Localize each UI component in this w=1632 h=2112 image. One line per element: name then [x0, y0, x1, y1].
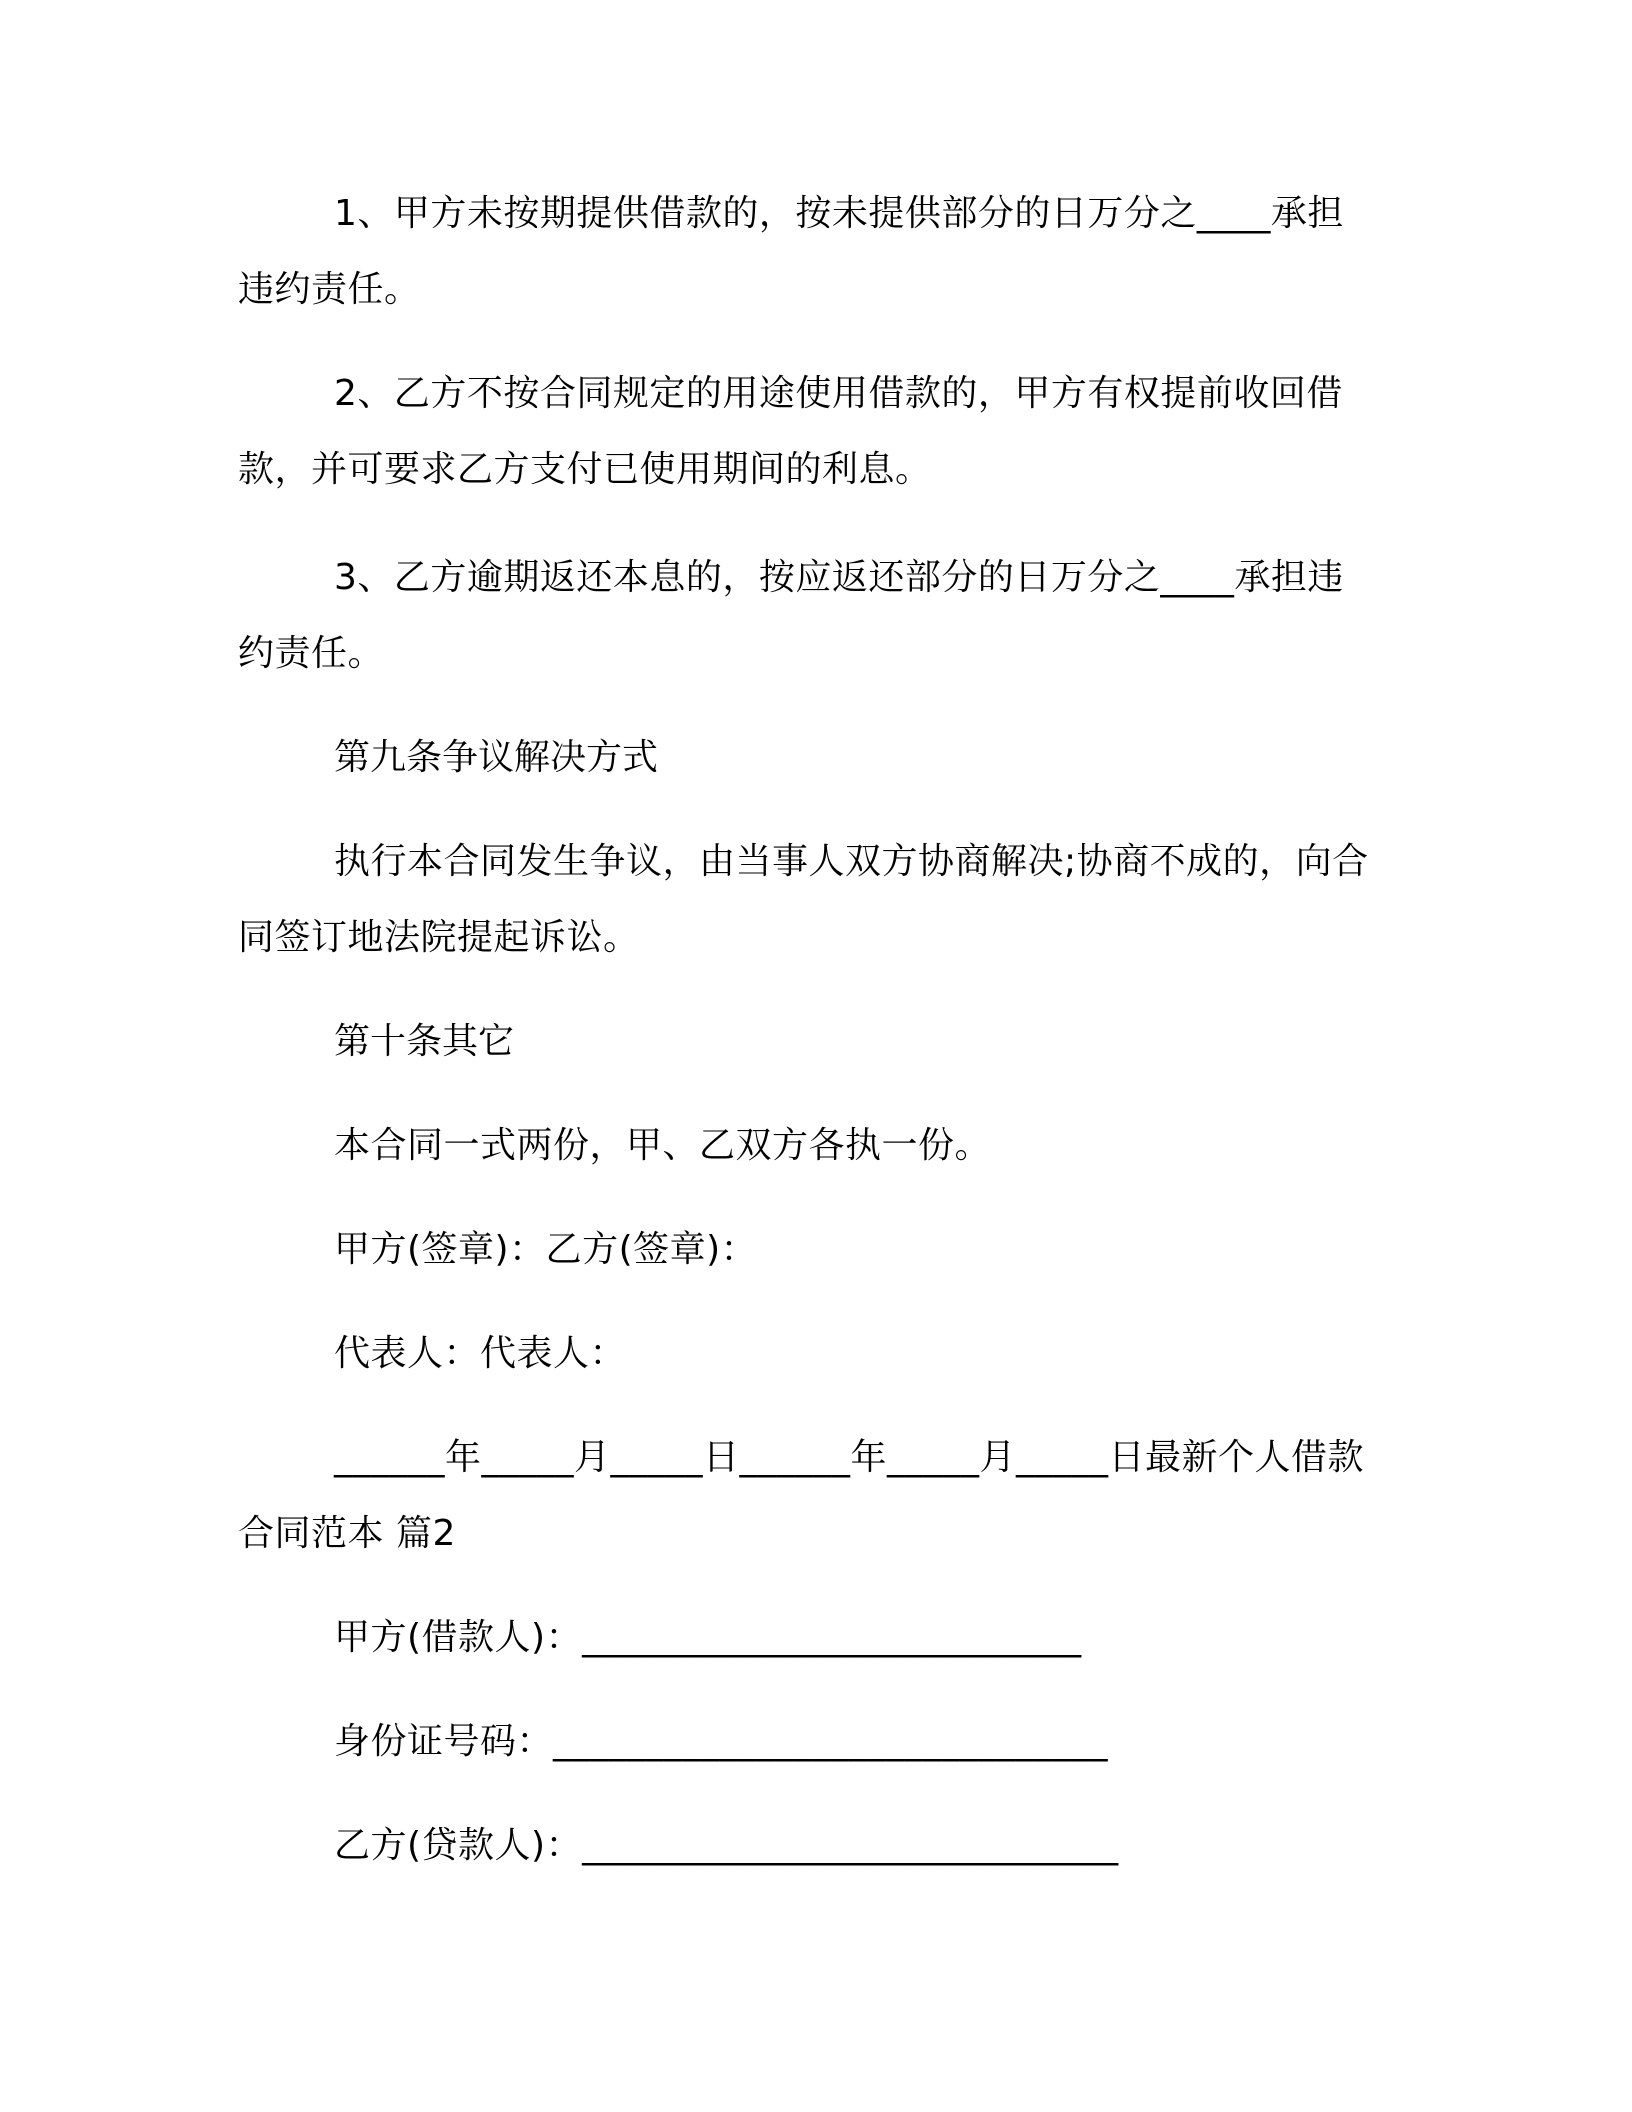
date-line-and-contract-title: ______年_____月_____日______年_____月_____日最新个人借款合同范本 篇2	[238, 1437, 1365, 1554]
paragraph-breach-clause-1: 1、甲方未按期提供借款的，按未提供部分的日万分之____承担违约责任。	[238, 193, 1344, 310]
field-id-number: 身份证号码：______________________________	[334, 1721, 1109, 1762]
section-heading-article-9: 第九条争议解决方式	[334, 737, 659, 778]
field-lender: 乙方(贷款人)：_____________________________	[334, 1825, 1119, 1866]
signature-line-representatives: 代表人：代表人：	[334, 1333, 627, 1374]
paragraph-breach-clause-3: 3、乙方逾期返还本息的，按应返还部分的日万分之____承担违约责任。	[238, 557, 1344, 674]
signature-line-parties: 甲方(签章)：乙方(签章)：	[334, 1229, 758, 1270]
paragraph-copies: 本合同一式两份，甲、乙双方各执一份。	[334, 1125, 992, 1166]
field-borrower: 甲方(借款人)：___________________________	[334, 1617, 1082, 1658]
section-heading-article-10: 第十条其它	[334, 1021, 515, 1062]
paragraph-dispute-resolution: 执行本合同发生争议，由当事人双方协商解决;协商不成的，向合同签订地法院提起诉讼。	[238, 841, 1369, 958]
paragraph-breach-clause-2: 2、乙方不按合同规定的用途使用借款的，甲方有权提前收回借款，并可要求乙方支付已使用期间的利息。	[238, 373, 1343, 490]
